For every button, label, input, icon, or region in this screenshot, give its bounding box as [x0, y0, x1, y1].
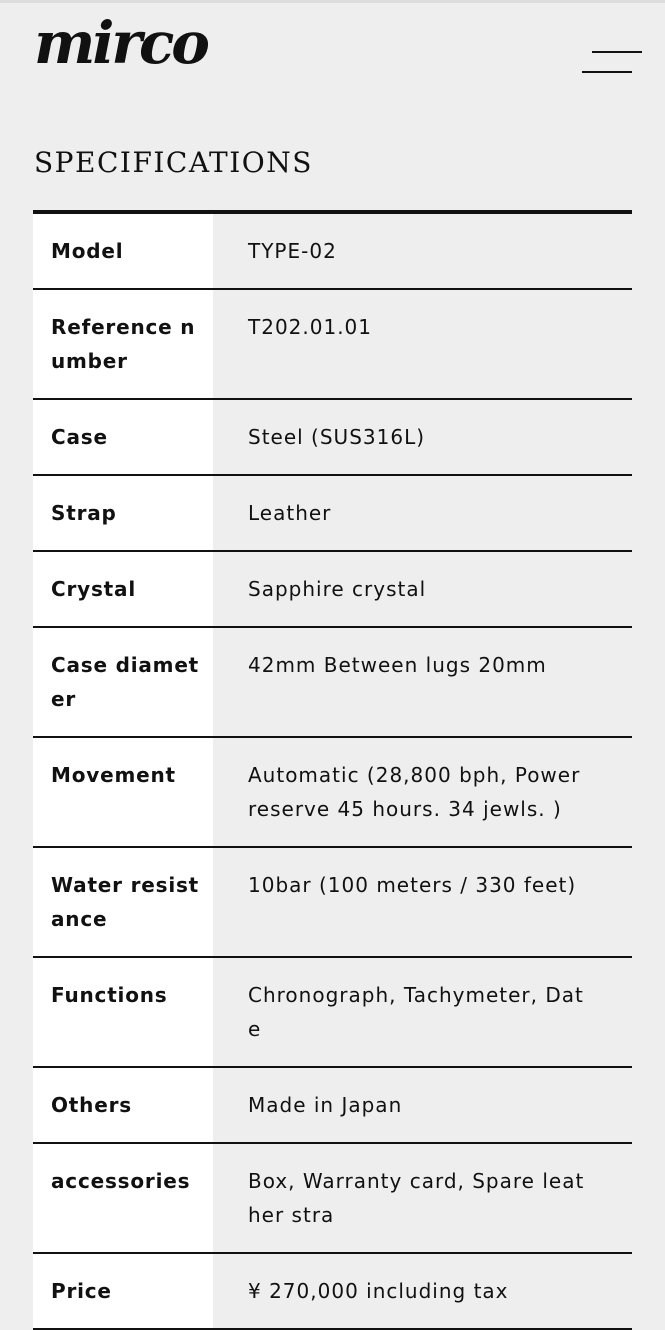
spec-label: Reference number: [33, 290, 213, 398]
spec-row-movement: [33, 738, 632, 848]
spec-label: Case diameter: [33, 628, 213, 736]
spec-value: Steel (SUS316L): [213, 400, 632, 474]
specifications-table: [33, 210, 632, 1330]
spec-value: 10bar (100 meters / 330 feet): [213, 848, 632, 956]
site-header: [0, 0, 665, 110]
spec-row-case-diameter: [33, 628, 632, 738]
spec-value: Automatic (28,800 bph, Power reserve 45 hours. 34 jewls. ): [213, 738, 632, 846]
spec-label: Crystal: [33, 552, 213, 626]
spec-label: Model: [33, 214, 213, 288]
spec-value: Box, Warranty card, Spare leather stra: [213, 1144, 632, 1252]
spec-value: T202.01.01: [213, 290, 632, 398]
spec-value: Chronograph, Tachymeter, Date: [213, 958, 632, 1066]
menu-bar: [582, 71, 632, 73]
spec-row-others: [33, 1068, 632, 1144]
spec-label: Functions: [33, 958, 213, 1066]
spec-label: Movement: [33, 738, 213, 846]
spec-row-reference-number: [33, 290, 632, 400]
hamburger-menu-icon[interactable]: [578, 46, 644, 80]
spec-value: TYPE-02: [213, 214, 632, 288]
spec-value: Made in Japan: [213, 1068, 632, 1142]
spec-value: Sapphire crystal: [213, 552, 632, 626]
spec-row-accessories: [33, 1144, 632, 1254]
spec-row-crystal: [33, 552, 632, 628]
spec-row-case: [33, 400, 632, 476]
spec-label: accessories: [33, 1144, 213, 1252]
menu-bar: [592, 51, 642, 53]
section-title: SPECIFICATIONS: [34, 146, 313, 179]
spec-label: Others: [33, 1068, 213, 1142]
spec-value: Leather: [213, 476, 632, 550]
brand-logo[interactable]: mirco: [34, 9, 207, 77]
spec-label: Water resistance: [33, 848, 213, 956]
spec-row-water-resistance: [33, 848, 632, 958]
spec-value: 42mm Between lugs 20mm: [213, 628, 632, 736]
spec-label: Price: [33, 1254, 213, 1328]
spec-row-strap: [33, 476, 632, 552]
spec-label: Case: [33, 400, 213, 474]
spec-value: ¥ 270,000 including tax: [213, 1254, 632, 1328]
spec-row-model: [33, 214, 632, 290]
spec-row-price: [33, 1254, 632, 1330]
spec-label: Strap: [33, 476, 213, 550]
spec-row-functions: [33, 958, 632, 1068]
